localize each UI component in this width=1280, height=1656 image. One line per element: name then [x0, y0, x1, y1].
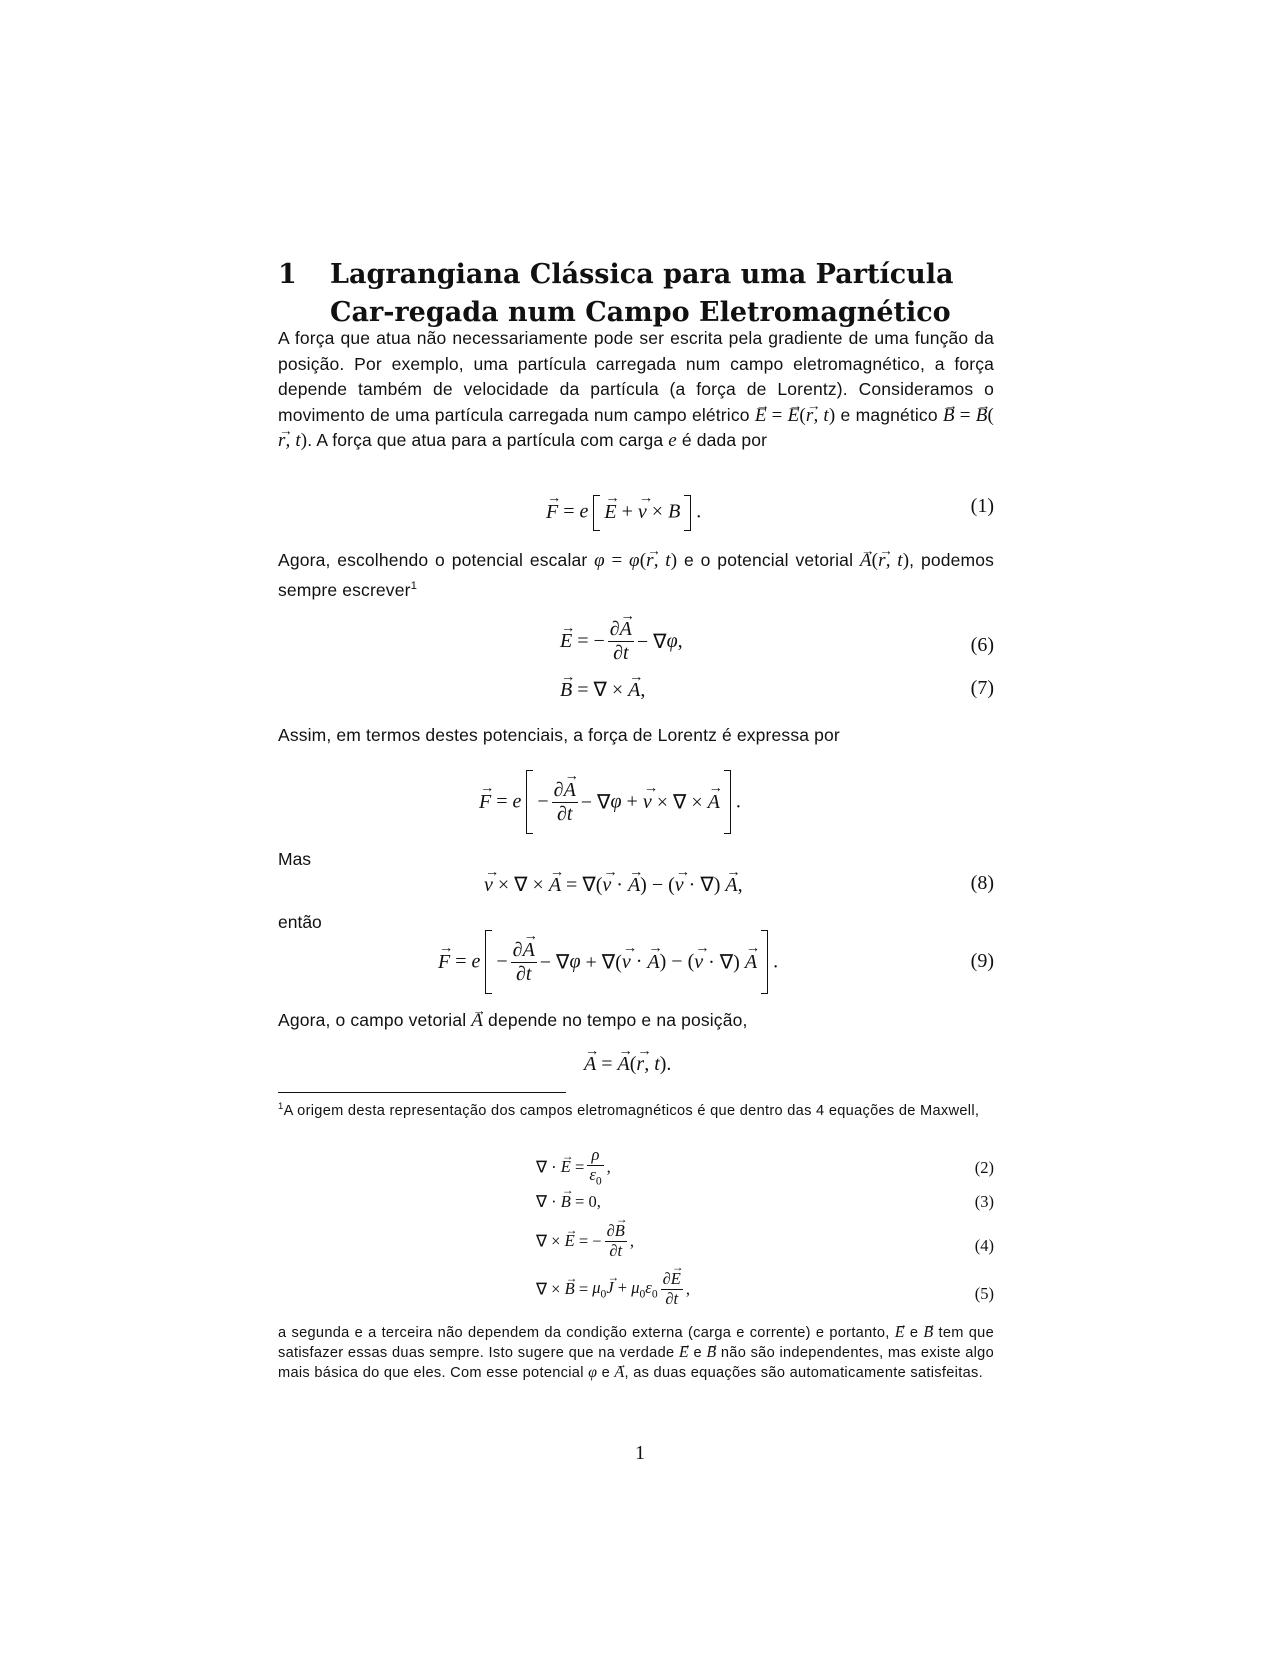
footnote-text: tem que satisfazer essas duas sempre. Isto sugere que na verdade: [278, 1325, 994, 1361]
inline-math-e: → E: [679, 1344, 689, 1361]
equation-2: ∇ · → E = $\frac{\rho}{\varepsilon_0}$ , (2): [278, 1146, 994, 1192]
paragraph-text: Agora, escolhendo o potencial escalar: [278, 550, 595, 570]
equation-number: (4): [974, 1236, 994, 1255]
inline-math-b-field: → B = → B(→ r, t): [278, 405, 994, 452]
equation-7: → B = ∇ × → A, (7): [278, 677, 994, 717]
equation-number: (2): [974, 1158, 994, 1177]
inline-math-charge: e: [668, 430, 677, 451]
paragraph-text: é dada por: [676, 430, 768, 450]
inline-math-a: → A: [471, 1010, 483, 1031]
paragraph-text: Assim, em termos destes potenciais, a força de Lorentz é expressa por: [278, 725, 840, 745]
paragraph-lorentz: [278, 723, 994, 749]
footnote-outro: [278, 1323, 994, 1383]
equation-lorentz-potentials: → F = e − $\frac{\partial\to A}{\partial t}$ − ∇φ + → v × ∇ × → A .: [278, 770, 994, 834]
paragraph-potentials: [278, 548, 994, 603]
inline-math-b: → B: [706, 1344, 716, 1361]
paragraph-vector-field: [278, 1008, 994, 1034]
inline-math-phi: φ: [588, 1364, 598, 1381]
equation-number: (6): [970, 634, 994, 656]
inline-math-e-field: → E = → E(→ r, t): [755, 405, 836, 426]
paragraph-text: . A força que atua para a partícula com carga: [307, 430, 669, 450]
equation-number: (3): [974, 1192, 994, 1211]
equation-number: (8): [970, 872, 994, 894]
paragraph-text: A força que atua não necessariamente pode ser escrita pela gradiente de uma função da posição. Por exemplo, uma partícula carregada num campo eletromagnético, a força depende também de velocidade da partícula (a força de Lorentz). Consideramos o movimento de uma partícula carregada num campo elétrico: [278, 328, 994, 425]
paragraph-text: , podemos sempre escrever: [278, 550, 995, 600]
footnote-text: e: [909, 1325, 919, 1341]
footnote-text: a segunda e a terceira não dependem da condição externa (carga e corrente) e portanto,: [278, 1325, 895, 1341]
inline-math-phi: φ = φ(→ r, t): [594, 550, 677, 571]
equation-4: ∇ × → E = − $\frac{\partial\to B}{\partial t}$ , (4): [278, 1222, 994, 1270]
footnote-text: e: [601, 1365, 611, 1381]
paragraph-text: depende no tempo e na posição,: [483, 1010, 748, 1030]
footnote-rule: [278, 1092, 566, 1093]
footnote-text: e: [693, 1345, 702, 1361]
equation-number: (9): [970, 950, 994, 972]
label-entao: então: [278, 912, 322, 932]
equation-1: → F = e → E + → v × B . (1): [278, 495, 994, 535]
section-number: 1: [278, 259, 297, 290]
paragraph-intro: [278, 326, 994, 454]
equation-number: (1): [970, 495, 994, 517]
footnote-text: não são independentes, mas existe algo mais básica do que eles. Com esse potencial: [278, 1345, 995, 1381]
inline-math-a: → A: [614, 1364, 624, 1381]
label-mas: Mas: [278, 849, 312, 869]
inline-math-a-field: → A(→ r, t): [860, 550, 909, 571]
equation-9: → F = e − $\frac{\partial\to A}{\partial t}$ − ∇φ + ∇(→ v · → A) − (→ v · ∇) → A . (9): [278, 930, 994, 994]
section-title: Lagrangiana Clássica para uma Partícula Car-regada num Campo Eletromagnético: [330, 259, 954, 328]
paragraph-text: e o potencial vetorial: [677, 550, 860, 570]
paragraph-text: Agora, o campo vetorial: [278, 1010, 472, 1030]
equation-number: (5): [974, 1284, 994, 1303]
footnote-intro: [278, 1097, 994, 1121]
footnote-mark: 1: [410, 579, 418, 592]
paragraph-text: e magnético: [835, 404, 943, 425]
equation-number: (7): [970, 677, 994, 699]
footnote-number: 1: [278, 1101, 284, 1112]
footnote-text: , as duas equações são automaticamente satisfeitas.: [624, 1365, 983, 1381]
equation-a-of-r-t: → A = → A(→ r, t).: [278, 1053, 994, 1093]
equation-6: → E = − $\frac{\partial\to A}{\partial t}$ − ∇φ, (6): [278, 618, 994, 672]
footnote-text: A origem desta representação dos campos eletromagnéticos é que dentro das 4 equações de Maxwell,: [283, 1102, 980, 1119]
equation-3: ∇ · → B = 0, (3): [278, 1192, 994, 1220]
inline-math-e: → E: [895, 1324, 905, 1341]
equation-8: → v × ∇ × → A = ∇(→ v · → A) − (→ v · ∇) → A, (8): [278, 872, 994, 912]
equation-5: ∇ × → $B = \mu_0\to J + \mu_0\varepsilon_0$ $\frac{\partial\to E}{\partial t}$ , (5): [278, 1270, 994, 1318]
page-number: 1: [635, 1442, 645, 1464]
inline-math-b: → B: [923, 1324, 933, 1341]
